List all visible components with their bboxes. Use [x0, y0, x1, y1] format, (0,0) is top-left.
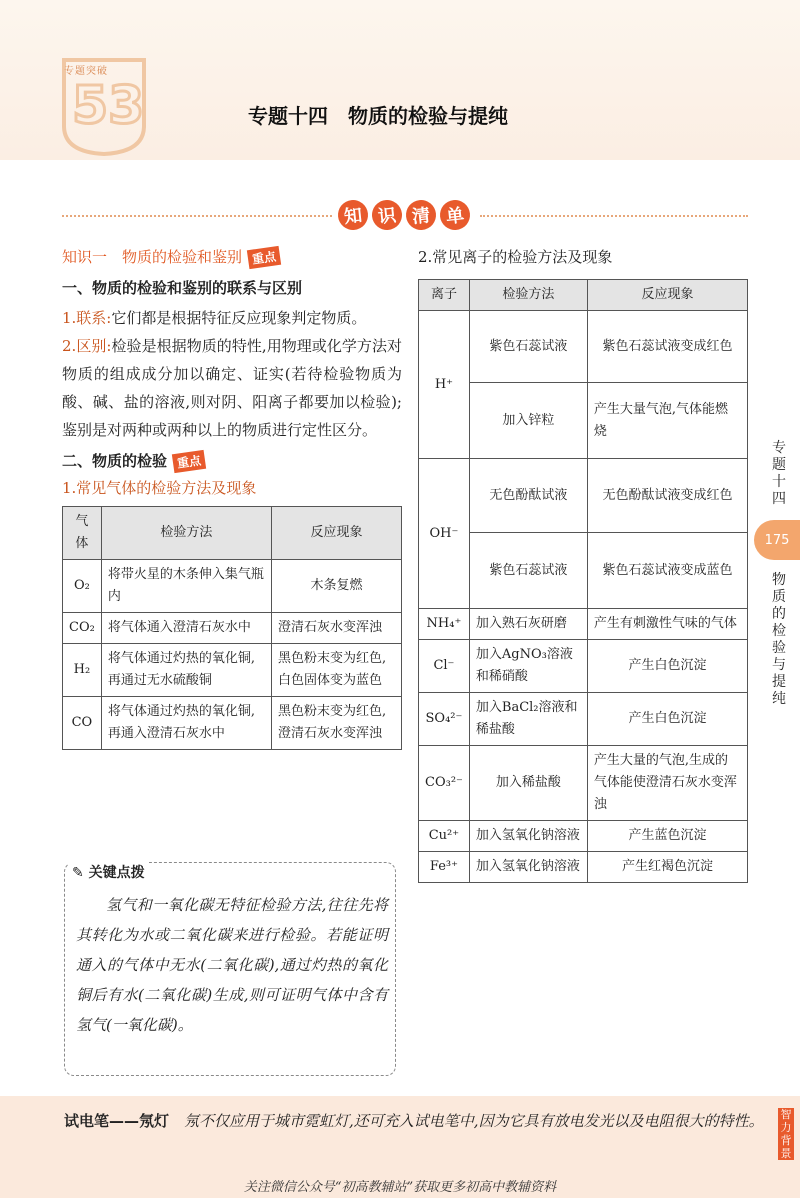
- table-row: [63, 697, 402, 750]
- side-subtitle: 物质的检验与提纯: [772, 572, 786, 707]
- table-cell: 加入BaCl₂溶液和稀盐酸: [469, 693, 587, 746]
- table-cell: 加入氢氧化钠溶液: [469, 821, 587, 852]
- table-cell: 产生蓝色沉淀: [587, 821, 747, 852]
- side-topic: 专题十四: [772, 440, 786, 507]
- table-row: [63, 560, 402, 613]
- table-cell: Cu²⁺: [419, 821, 470, 852]
- right-column: [418, 246, 748, 883]
- divider-left: [62, 215, 332, 217]
- paragraph: [62, 332, 402, 444]
- table-cell: 黑色粉末变为红色,白色固体变为蓝色: [272, 644, 402, 697]
- divider-right: [480, 215, 748, 217]
- table-cell: NH₄⁺: [419, 609, 470, 640]
- table-cell: 将气体通过灼热的氧化铜,再通入澄清石灰水中: [101, 697, 271, 750]
- table-row: [419, 609, 748, 640]
- table-cell: 木条复燃: [272, 560, 402, 613]
- table-header: 检验方法: [101, 507, 271, 560]
- subheading: 1.常见气体的检验方法及现象: [62, 479, 257, 497]
- table-header: 反应现象: [587, 280, 747, 311]
- para-lead: 2.区别:: [62, 337, 112, 355]
- table-row: [419, 459, 748, 533]
- table-cell: SO₄²⁻: [419, 693, 470, 746]
- table-row: [419, 693, 748, 746]
- knowledge-heading: [62, 246, 402, 267]
- page-title: 专题十四 物质的检验与提纯: [248, 104, 508, 128]
- knowledge-title: 知识一 物质的检验和鉴别: [62, 248, 243, 266]
- table-cell: 产生大量气泡,气体能燃烧: [587, 383, 747, 459]
- table-cell: 澄清石灰水变浑浊: [272, 613, 402, 644]
- key-badge: 重点: [172, 450, 206, 473]
- table-cell: 无色酚酞试液变成红色: [587, 459, 747, 533]
- para-text: 它们都是根据特征反应现象判定物质。: [111, 309, 367, 327]
- left-column: [62, 246, 402, 750]
- table-header: 气体: [63, 507, 102, 560]
- note-tag: 智力背景: [778, 1108, 794, 1160]
- table-cell: H⁺: [419, 311, 470, 459]
- table-header-row: [419, 280, 748, 311]
- logo-number: 53: [72, 76, 145, 136]
- banner-char: 知: [337, 199, 370, 232]
- section-heading: 一、物质的检验和鉴别的联系与区别: [62, 279, 303, 297]
- table-cell: 产生白色沉淀: [587, 640, 747, 693]
- table-cell: Cl⁻: [419, 640, 470, 693]
- key-badge: 重点: [247, 246, 281, 269]
- para-lead: 1.联系:: [62, 309, 112, 327]
- tip-heading: [68, 862, 149, 882]
- table-cell: CO₂: [63, 613, 102, 644]
- table-cell: 黑色粉末变为红色,澄清石灰水变浑浊: [272, 697, 402, 750]
- paragraph: [62, 304, 402, 332]
- table-header-row: [63, 507, 402, 560]
- table-row: [419, 640, 748, 693]
- table-cell: 加入锌粒: [469, 383, 587, 459]
- banner-char: 清: [405, 199, 438, 232]
- table-row: [63, 613, 402, 644]
- table-cell: 紫色石蕊试液: [469, 311, 587, 383]
- table-cell: 产生白色沉淀: [587, 693, 747, 746]
- table-row: [419, 311, 748, 383]
- table-cell: CO₃²⁻: [419, 746, 470, 821]
- table-row: [419, 852, 748, 883]
- table-cell: 产生红褐色沉淀: [587, 852, 747, 883]
- table-cell: H₂: [63, 644, 102, 697]
- section-banner: [338, 200, 470, 230]
- note-text: 氖不仅应用于城市霓虹灯,还可充入试电笔中,因为它具有放电发光以及电阻很大的特性。: [184, 1112, 764, 1130]
- table-cell: 紫色石蕊试液: [469, 533, 587, 609]
- table-header: 离子: [419, 280, 470, 311]
- table-row: [419, 746, 748, 821]
- table-header: 反应现象: [272, 507, 402, 560]
- banner-char: 单: [439, 199, 472, 232]
- table-cell: 将带火星的木条伸入集气瓶内: [101, 560, 271, 613]
- table-row: [63, 644, 402, 697]
- table-cell: 加入熟石灰研磨: [469, 609, 587, 640]
- table-row: [419, 821, 748, 852]
- table-cell: O₂: [63, 560, 102, 613]
- logo-tag: 专题突破: [64, 66, 108, 77]
- table-cell: 将气体通入澄清石灰水中: [101, 613, 271, 644]
- table-cell: 无色酚酞试液: [469, 459, 587, 533]
- table-cell: Fe³⁺: [419, 852, 470, 883]
- table-cell: CO: [63, 697, 102, 750]
- subheading: 2.常见离子的检验方法及现象: [418, 248, 613, 266]
- sidebar-note: [64, 1108, 764, 1134]
- gas-table: [62, 506, 402, 750]
- note-title: 试电笔——氖灯: [64, 1112, 170, 1130]
- table-cell: 紫色石蕊试液变成蓝色: [587, 533, 747, 609]
- table-cell: 加入稀盐酸: [469, 746, 587, 821]
- section-heading: [62, 450, 402, 471]
- table-header: 检验方法: [469, 280, 587, 311]
- table-cell: 加入氢氧化钠溶液: [469, 852, 587, 883]
- table-cell: 产生有刺激性气味的气体: [587, 609, 747, 640]
- ion-table: [418, 279, 748, 883]
- pen-icon: ✎: [72, 865, 84, 881]
- banner-char: 识: [371, 199, 404, 232]
- tip-text: 氢气和一氧化碳无特征检验方法,往往先将其转化为水或二氧化碳来进行检验。若能证明通入的气体中无水(二氧化碳),通过灼热的氧化铜后有水(二氧化碳)生成,则可证明气体中含有氢气(一氧化碳)。: [76, 896, 388, 1034]
- footer-text: 关注微信公众号“初高教辅站”获取更多初高中教辅资料: [243, 1180, 557, 1195]
- table-cell: 紫色石蕊试液变成红色: [587, 311, 747, 383]
- tip-title: 关键点拨: [88, 865, 145, 881]
- section-title: 二、物质的检验: [62, 452, 168, 470]
- table-cell: 产生大量的气泡,生成的气体能使澄清石灰水变浑浊: [587, 746, 747, 821]
- page-number: 175: [754, 520, 800, 560]
- table-cell: 加入AgNO₃溶液和稀硝酸: [469, 640, 587, 693]
- para-text: 检验是根据物质的特性,用物理或化学方法对物质的组成成分加以确定、证实(若待检验物质为酸、碱、盐的溶液,则对阴、阳离子都要加以检验);鉴别是对两种或两种以上的物质进行定性区分。: [62, 337, 402, 439]
- table-cell: OH⁻: [419, 459, 470, 609]
- table-cell: 将气体通过灼热的氧化铜,再通过无水硫酸铜: [101, 644, 271, 697]
